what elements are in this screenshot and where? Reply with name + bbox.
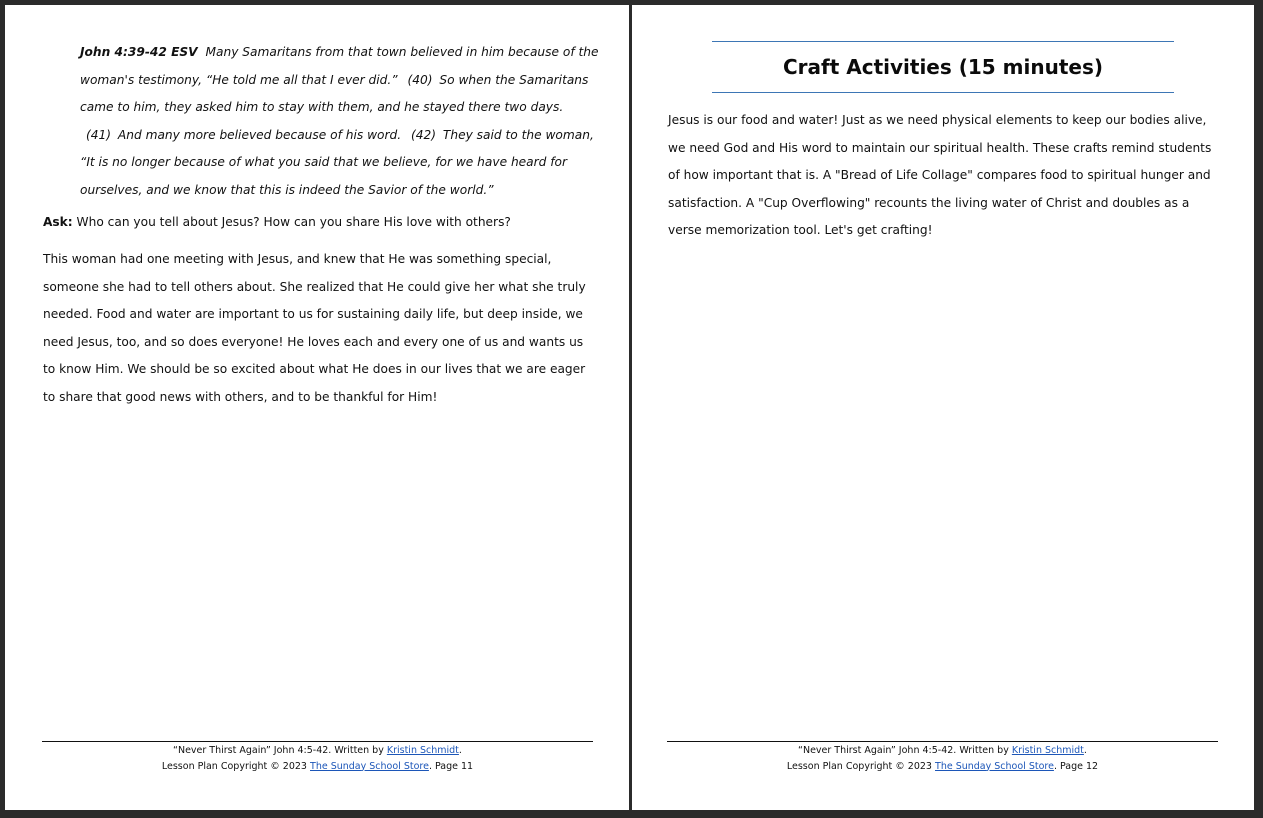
page-footer: [42, 743, 593, 774]
footer-period: .: [1083, 745, 1087, 756]
verse-number-42: (42): [411, 127, 437, 142]
craft-intro-paragraph: Jesus is our food and water! Just as we need physical elements to keep our bodies alive, we need God and His word to maintain our spiritual health. These crafts remind students of how important that is. A "Bread of Life Collage" compares food to spiritual hunger and satisfaction. A "Cup Overflowing" recounts the living water of Christ and doubles as a verse memorization tool. Let's get crafting!: [668, 113, 1212, 237]
lesson-paragraph: This woman had one meeting with Jesus, and knew that He was something special, someone she had to tell others about. She realized that He could give her what she truly needed. Food and water are important to us for sustaining daily life, but deep inside, we need Jesus, too, and so does everyone! He loves each and every one of us and wants us to know Him. We should be so excited about what He does in our lives that we are eager to share that good news with others, and to be thankful for Him!: [43, 252, 586, 404]
section-title: Craft Activities (15 minutes): [782, 55, 1104, 79]
copyright-text: Lesson Plan Copyright © 2023: [161, 760, 307, 772]
page-number: . Page 11: [428, 760, 474, 772]
ask-label: Ask:: [43, 215, 73, 229]
verse-number-41: (41): [86, 127, 112, 142]
footer-line-1: [42, 743, 593, 759]
document-page-11: [5, 5, 629, 810]
footer-line-2: [42, 759, 593, 775]
ask-question: [43, 212, 603, 232]
page-footer: [667, 743, 1218, 774]
verse-39-text: Many Samaritans from that town believed in him because of the woman's testimony, “He told me all that I ever did.”: [80, 45, 599, 87]
ask-text: Who can you tell about Jesus? How can you share His love with others?: [76, 215, 511, 229]
document-page-12: [632, 5, 1254, 810]
author-link[interactable]: Kristin Schmidt: [386, 745, 459, 756]
verse-41-text: And many more believed because of his word.: [117, 127, 402, 142]
verse-number-40: (40): [407, 72, 433, 87]
author-link[interactable]: Kristin Schmidt: [1011, 745, 1084, 756]
verse-40-text: So when the Samaritans came to him, they asked him to stay with them, and he stayed there two days.: [80, 72, 589, 114]
page-number: . Page 12: [1053, 760, 1099, 772]
scripture-reference: John 4:39-42 ESV: [80, 45, 198, 59]
footer-line-2: [667, 759, 1218, 775]
store-link[interactable]: The Sunday School Store: [935, 760, 1054, 772]
title-rule-bottom: [712, 92, 1174, 93]
verse-42-text: They said to the woman, “It is no longer because of what you said that we believe, for we have heard for ourselves, and we know that this is indeed the Savior of the world.”: [80, 127, 594, 197]
footer-period: .: [458, 745, 462, 756]
footer-line-1: [667, 743, 1218, 759]
footer-title-text: “Never Thirst Again” John 4:5-42. Written by: [173, 745, 384, 756]
footer-divider: [667, 741, 1218, 742]
footer-divider: [42, 741, 593, 742]
scripture-passage: [80, 39, 600, 204]
store-link[interactable]: The Sunday School Store: [310, 760, 429, 772]
copyright-text: Lesson Plan Copyright © 2023: [786, 760, 932, 772]
title-rule-top: [712, 41, 1174, 42]
footer-title-text: “Never Thirst Again” John 4:5-42. Written by: [798, 745, 1009, 756]
